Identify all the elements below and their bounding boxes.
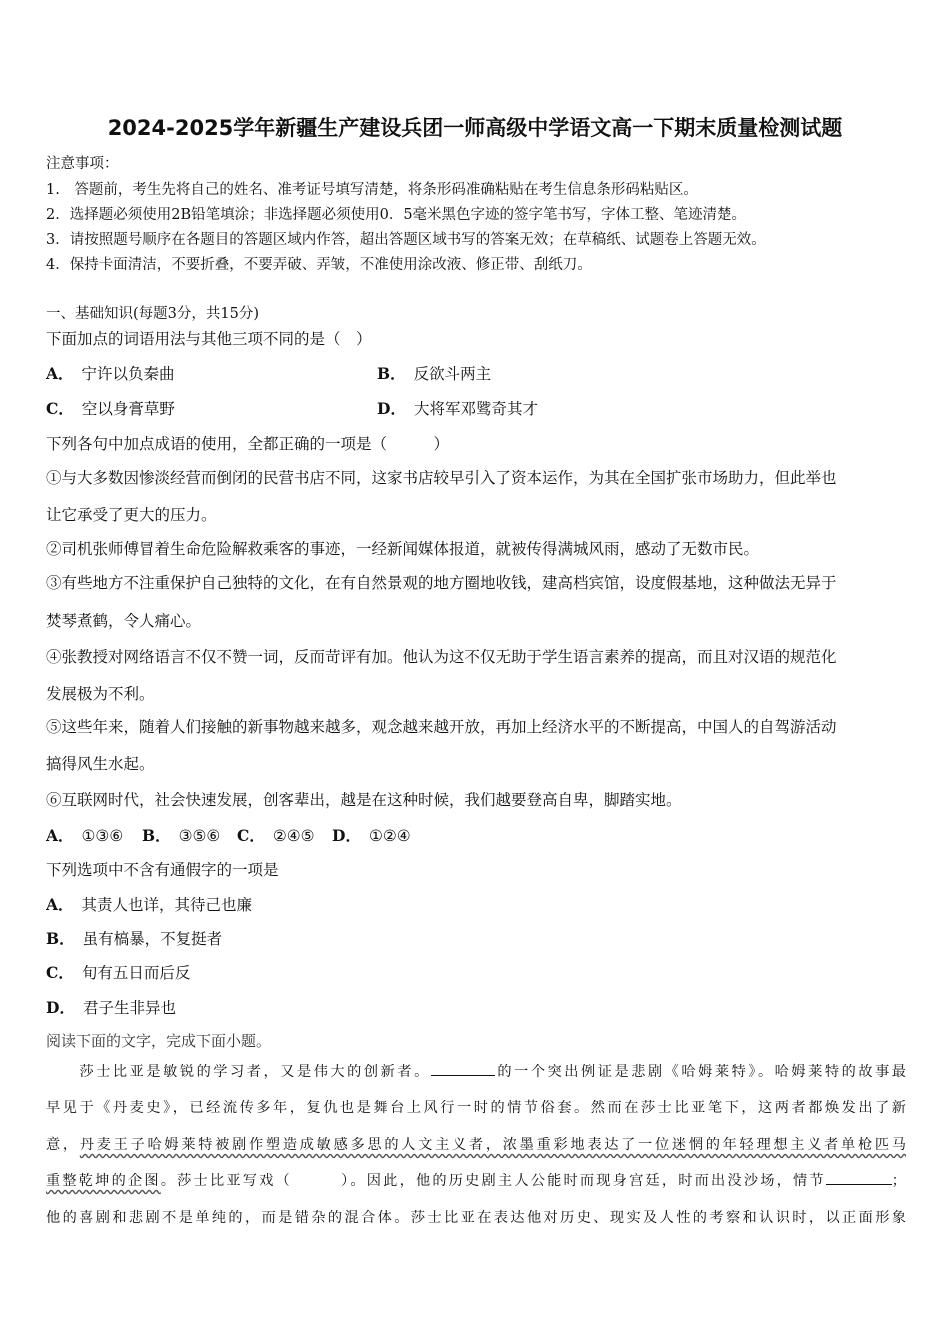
option-key: B．: [142, 826, 171, 845]
fill-blank: [431, 1061, 495, 1076]
option-text: 大将军邓骘奇其才: [413, 400, 538, 418]
passage-text: 意，: [46, 1137, 80, 1153]
option-key: A．: [46, 826, 74, 845]
option-key: C．: [46, 963, 74, 982]
option-key: A．: [46, 895, 74, 914]
question-1-stem: 下面加点的词语用法与其他三项不同的是（ ）: [46, 330, 372, 348]
q2-sentence-line: 发展极为不利。: [46, 685, 155, 703]
q2-sentence-line: ②司机张师傅冒着生命危险解救乘客的事迹，一经新闻媒体报道，就被传得满城风雨，感动了无数市民。: [46, 540, 760, 558]
passage-text: 莎士比亚是敏锐的学习者，又是伟大的创新者。: [46, 1064, 431, 1080]
option-key: D．: [46, 998, 75, 1017]
underlined-sentence: 重整乾坤的企图: [46, 1173, 161, 1189]
option-text: 君子生非异也: [82, 999, 176, 1017]
passage-line: 他的喜剧和悲剧不是单纯的，而是错杂的混合体。莎士比亚在表达他对历史、现实及人性的考察和认识时，以正面形象: [46, 1210, 906, 1226]
q2-sentence-line: 搞得风生水起。: [46, 755, 155, 773]
passage-text: 。莎士比亚写戏（ ）。因此，他的历史剧主人公能时而现身宫廷，时而出没沙场，情节: [160, 1173, 826, 1189]
section-heading: 一、基础知识(每题3分，共15分): [46, 306, 259, 322]
passage-line: 早见于《丹麦史》，已经流传多年，复仇也是舞台上风行一时的情节俗套。然而在莎士比亚笔下，这两者都焕发出了新: [46, 1100, 906, 1116]
question-3-stem: 下列选项中不含有通假字的一项是: [46, 861, 279, 879]
passage-line: [46, 1054, 906, 1091]
passage-text: 的一个突出例证是悲剧《哈姆莱特》。哈姆莱特的故事最: [494, 1064, 906, 1080]
option-text: 其责人也详，其待己也廉: [81, 896, 253, 914]
passage-line: [46, 1163, 906, 1200]
q2-option-c: [237, 824, 315, 846]
q2-option-d: [332, 824, 411, 846]
option-text: ①②④: [368, 827, 411, 845]
option-key: A．: [46, 364, 74, 383]
q2-sentence-line: ④张教授对网络语言不仅不赞一词，反而苛评有加。他认为这不仅无助于学生语言素养的提高，而且对汉语的规范化: [46, 648, 837, 666]
q3-option-d: [46, 996, 176, 1018]
option-text: 宁许以负秦曲: [81, 365, 175, 383]
underlined-sentence: 丹麦王子哈姆莱特被剧作塑造成敏感多思的人文主义者，浓墨重彩地表达了一位迷惘的年轻理想主义者单枪匹马: [79, 1137, 906, 1153]
q2-sentence-line: 焚琴煮鹤，令人痛心。: [46, 612, 202, 630]
option-text: ②④⑤: [272, 827, 315, 845]
q2-sentence-line: 让它承受了更大的压力。: [46, 506, 217, 524]
passage-line: [46, 1127, 906, 1164]
option-key: B．: [46, 929, 75, 948]
q1-option-b: [377, 362, 491, 384]
q1-option-d: [377, 397, 538, 419]
q2-option-b: [142, 824, 220, 846]
option-key: B．: [377, 364, 406, 383]
option-text: 反欲斗两主: [413, 365, 492, 383]
option-key: C．: [46, 399, 74, 418]
question-2-stem: 下列各句中加点成语的使用，全都正确的一项是（ ）: [46, 435, 450, 453]
option-text: ③⑤⑥: [178, 827, 221, 845]
passage-text: ；: [891, 1173, 906, 1189]
option-key: D．: [332, 826, 361, 845]
option-text: 虽有槁暴，不复挺者: [82, 930, 223, 948]
option-text: 空以身膏草野: [81, 400, 175, 418]
notice-item-4: 4．保持卡面清洁，不要折叠，不要弄破、弄皱，不准使用涂改液、修正带、刮纸刀。: [46, 257, 592, 273]
q2-sentence-line: ①与大多数因惨淡经营而倒闭的民营书店不同，这家书店较早引入了资本运作，为其在全国扩张市场助力，但此举也: [46, 469, 837, 487]
notice-heading: 注意事项：: [46, 156, 119, 172]
q3-option-c: [46, 961, 190, 983]
q1-option-a: [46, 362, 175, 384]
q2-sentence-line: ⑥互联网时代，社会快速发展，创客辈出，越是在这种时候，我们越要登高自卑，脚踏实地。: [46, 791, 682, 809]
option-key: D．: [377, 399, 406, 418]
fill-blank: [826, 1170, 892, 1185]
reading-intro: 阅读下面的文字，完成下面小题。: [46, 1032, 272, 1050]
page-title: 2024-2025学年新疆生产建设兵团一师高级中学语文高一下期末质量检测试题: [107, 116, 843, 140]
notice-item-1: 1. 答题前，考生先将自己的姓名、准考证号填写清楚，将条形码准确粘贴在考生信息条形码粘贴区。: [46, 182, 698, 198]
option-key: C．: [237, 826, 265, 845]
notice-item-2: 2．选择题必须使用2B铅笔填涂；非选择题必须使用0．5毫米黑色字迹的签字笔书写，字体工整、笔迹清楚。: [46, 207, 747, 223]
q1-option-c: [46, 397, 175, 419]
q3-option-b: [46, 927, 222, 949]
q2-option-a: [46, 824, 123, 846]
q2-sentence-line: ③有些地方不注重保护自己独特的文化，在有自然景观的地方圈地收钱，建高档宾馆，设度假基地，这种做法无异于: [46, 574, 837, 592]
option-text: ①③⑥: [81, 827, 124, 845]
q3-option-a: [46, 893, 252, 915]
notice-item-3: 3．请按照题号顺序在各题目的答题区域内作答，超出答题区域书写的答案无效；在草稿纸、试题卷上答题无效。: [46, 232, 766, 248]
option-text: 旬有五日而后反: [81, 964, 191, 982]
q2-sentence-line: ⑤这些年来，随着人们接触的新事物越来越多，观念越来越开放，再加上经济水平的不断提高，中国人的自驾游活动: [46, 718, 837, 736]
